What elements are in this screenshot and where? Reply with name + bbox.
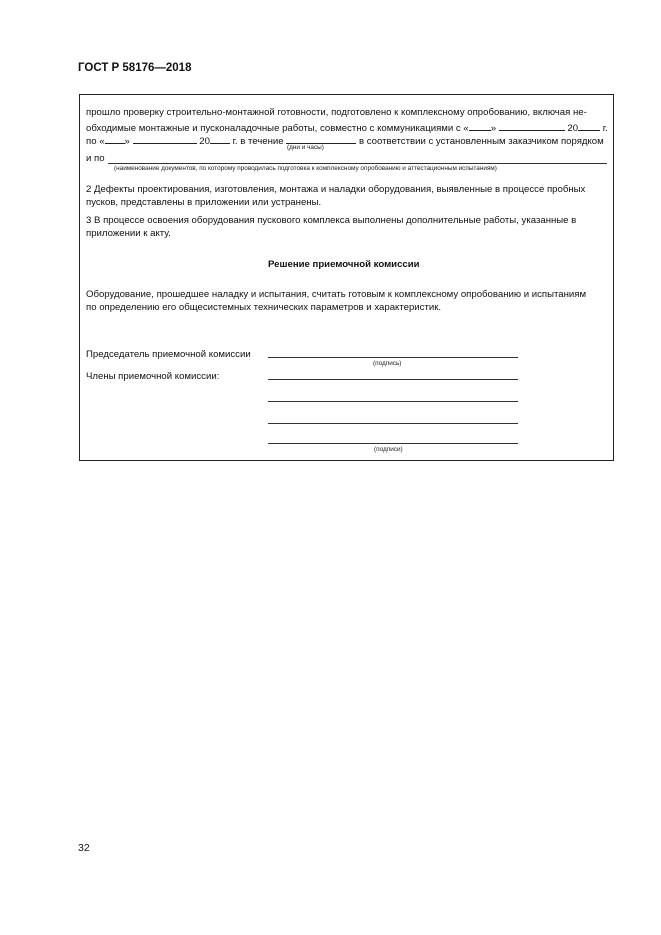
paragraph-1-line-1: прошло проверку строительно-монтажной готовности, подготовлено к комплексному опробованию, включая не- <box>86 107 587 118</box>
caption-days: (дни и часы) <box>287 144 324 151</box>
chairman-signature-caption: (подпись) <box>373 360 402 367</box>
paragraph-2-line-1: 2 Дефекты проектирования, изготовления, монтажа и наладки оборудования, выявленные в процессе пробных <box>86 184 586 195</box>
year-blank <box>578 121 600 131</box>
paragraph-4-line-2: по определению его общесистемных технических параметров и характеристик. <box>86 302 442 313</box>
month-blank <box>499 121 565 131</box>
paragraph-1-line-2 <box>86 121 608 134</box>
member-signature-line <box>268 443 518 444</box>
members-label: Члены приемочной комиссии: <box>86 371 220 382</box>
text-segment: г. <box>602 123 608 134</box>
paragraph-4-line-1: Оборудование, прошедшее наладку и испытания, считать готовым к комплексному опробованию и испытаниям <box>86 289 587 300</box>
chairman-label: Председатель приемочной комиссии <box>86 349 251 360</box>
paragraph-3-line-2: приложении к акту. <box>86 228 171 239</box>
paragraph-3-line-1: 3 В процессе освоения оборудования пускового комплекса выполнены дополнительные работы, указанные в <box>86 215 577 226</box>
paragraph-1-line-3 <box>86 134 604 147</box>
paragraph-1-line-4: и по <box>86 153 105 164</box>
text-segment: » <box>490 123 497 134</box>
paragraph-2-line-2: пусков, представлены в приложении или устранены. <box>86 197 322 208</box>
duration-blank <box>286 134 356 144</box>
member-signature-line <box>268 423 518 424</box>
decision-heading: Решение приемочной комиссии <box>268 259 420 270</box>
documents-blank <box>108 163 607 164</box>
document-header: ГОСТ Р 58176—2018 <box>78 62 192 74</box>
member-signature-line <box>268 379 518 380</box>
text-segment: 20 <box>199 136 210 147</box>
text-segment: » <box>124 136 130 147</box>
members-signature-caption: (подписи) <box>374 446 403 453</box>
day-blank <box>469 121 491 131</box>
text-segment: г. в течение <box>232 136 284 147</box>
day-blank <box>105 134 125 144</box>
month-blank <box>133 134 197 144</box>
caption-documents: (наименование документов, по которому проводилась подготовка к комплексному опробованию и аттестационным испытаниям) <box>114 165 497 172</box>
page-number: 32 <box>78 842 90 854</box>
chairman-signature-line <box>268 357 518 358</box>
form-frame <box>79 94 614 461</box>
text-segment: в соответствии с установленным заказчиком порядком <box>358 136 604 147</box>
text-segment: 20 <box>567 123 579 134</box>
text-segment: обходимые монтажные и пусконаладочные работы, совместно с коммуникациями с « <box>86 123 469 134</box>
year-blank <box>210 134 230 144</box>
member-signature-line <box>268 401 518 402</box>
text-segment: по « <box>86 136 105 147</box>
